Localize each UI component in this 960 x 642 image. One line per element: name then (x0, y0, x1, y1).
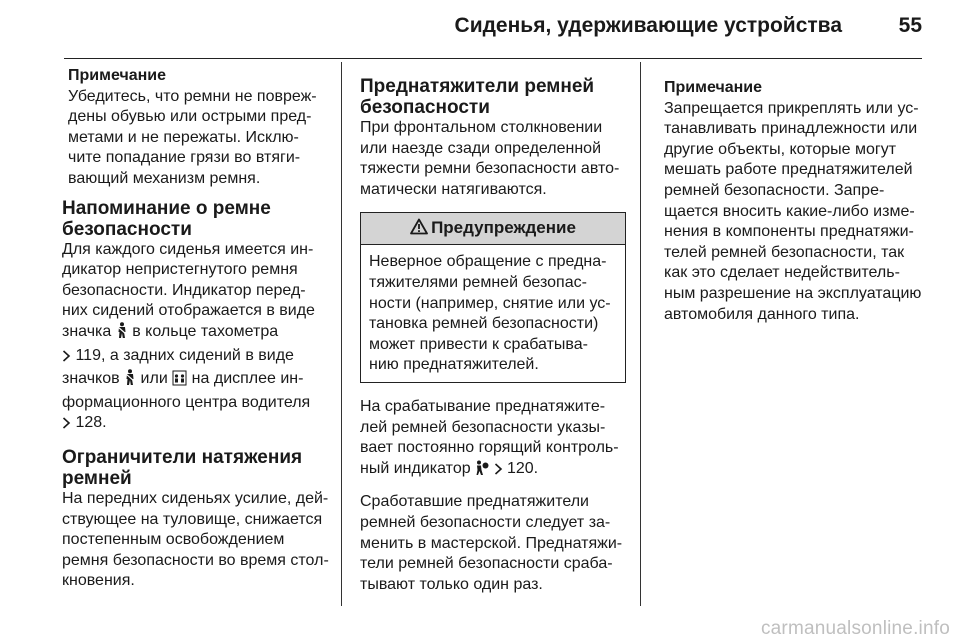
text-line (62, 322, 330, 346)
reminder-text (62, 240, 330, 437)
text-line: ности (например, снятие или ус- (369, 294, 611, 312)
seatbelt-reminder-icon (116, 322, 128, 346)
limiter-text (62, 489, 330, 592)
text-line: дикатор непристегнутого ремня (62, 261, 298, 279)
note-block (62, 66, 330, 190)
note-line: танавливать принадлежности или (664, 120, 918, 138)
rear-seats-icon (172, 370, 187, 393)
text-line: лей ремней безопасности указы- (360, 418, 606, 436)
note-line: метами и не пережаты. Исклю- (68, 128, 299, 146)
note-line: как это сделает недействитель- (664, 264, 900, 282)
note-line: телей ремней безопасности, так (664, 243, 905, 261)
note-line: другие объекты, которые могут (664, 140, 897, 158)
warning-title: Предупреждение (431, 218, 576, 238)
reference-arrow-icon (62, 416, 71, 437)
warning-box (360, 212, 626, 383)
text-line (62, 413, 330, 437)
text-line: ремня безопасности во время стол- (62, 551, 329, 569)
text-line: На срабатывание преднатяжите- (360, 397, 606, 415)
text-line: кновения. (62, 572, 135, 590)
note-line: Убедитесь, что ремни не повреж- (68, 87, 317, 105)
column-divider-1 (341, 62, 342, 606)
column-divider-2 (640, 62, 641, 606)
text-line: формационного центра водителя (62, 393, 311, 411)
pretensioner-heading (360, 76, 626, 118)
text-line: тановка ремней безопасности) (369, 315, 599, 333)
note-block (664, 78, 930, 325)
note-line: Запрещается прикреплять или ус- (664, 99, 919, 117)
text-fragment: в кольце тахометра (132, 322, 279, 340)
text-line: тяжести ремни безопасности авто- (360, 160, 620, 178)
page-number: 55 (898, 14, 922, 37)
text-fragment: 119, а задних сидений в виде (75, 346, 294, 364)
header-title: Сиденья, удерживающие устройства (454, 14, 842, 37)
text-fragment: ный индикатор (360, 459, 471, 477)
text-line: тывают только один раз. (360, 575, 543, 593)
text-line: тели ремней безопасности сраба- (360, 555, 613, 573)
heading-line: Преднатяжители ремней (360, 76, 595, 97)
text-line: может привести к срабатыва- (369, 335, 588, 353)
heading-line: безопасности (360, 97, 490, 118)
note-line: ремней безопасности. Запре- (664, 181, 885, 199)
text-line: них сидений отображается в виде (62, 302, 315, 320)
text-fragment: на дисплее ин- (191, 370, 304, 388)
column-2 (360, 66, 626, 595)
heading-line: ремней (62, 467, 132, 489)
text-line: Неверное обращение с предна- (369, 253, 607, 271)
text-fragment: значка (62, 322, 112, 340)
warning-body (361, 245, 625, 382)
column-3 (664, 66, 930, 333)
limiter-heading (62, 447, 330, 489)
text-line: нию преднатяжителей. (369, 356, 539, 374)
reminder-heading (62, 198, 330, 240)
warning-header (361, 213, 625, 245)
note-line: автомобиля данного типа. (664, 305, 860, 323)
heading-line: Ограничители натяжения (62, 446, 303, 468)
page-header (0, 0, 960, 60)
note-line: вающий механизм ремня. (68, 169, 261, 187)
text-line: вает постоянно горящий контроль- (360, 439, 619, 457)
seatbelt-reminder-icon (124, 369, 136, 393)
text-line (62, 346, 330, 370)
text-line: При фронтальном столкновении (360, 119, 603, 136)
text-line: На передних сиденьях усилие, дей- (62, 489, 329, 507)
replacement-text (360, 492, 626, 595)
heading-line: безопасности (62, 218, 192, 240)
header-rule (64, 58, 922, 59)
text-fragment: 128. (75, 414, 107, 432)
text-line: Сработавшие преднатяжители (360, 493, 589, 511)
text-line: ствующее на туловище, снижается (62, 510, 323, 528)
note-title: Примечание (664, 79, 763, 96)
text-fragment: значков (62, 370, 120, 388)
note-line: дены обувью или острыми пред- (68, 108, 312, 126)
reference-arrow-icon (494, 462, 503, 483)
text-line: ремней безопасности следует за- (360, 513, 611, 531)
note-line: ным разрешение на эксплуатацию (664, 284, 922, 302)
note-line: мешать работе преднатяжителей (664, 161, 913, 179)
watermark: carmanualsonline.info (760, 618, 950, 639)
text-line: матически натягиваются. (360, 180, 547, 198)
heading-line: Напоминание о ремне (62, 197, 271, 219)
text-fragment: 120. (506, 459, 539, 477)
note-line: чите попадание грязи во втяги- (68, 149, 301, 167)
text-line: постепенным освобождением (62, 531, 285, 549)
text-line: Для каждого сиденья имеется ин- (62, 240, 314, 258)
text-line: тяжителями ремней безопас- (369, 273, 587, 291)
warning-triangle-icon (410, 218, 428, 240)
text-line (62, 369, 330, 393)
airbag-pretensioner-icon (475, 460, 489, 483)
pretensioner-intro (360, 118, 626, 200)
text-line: безопасности. Индикатор перед- (62, 281, 306, 299)
column-1 (62, 66, 330, 592)
reference-arrow-icon (62, 349, 71, 370)
note-title: Примечание (68, 67, 167, 84)
text-line: или наезде сзади определенной (360, 139, 602, 157)
note-line: нения в компоненты преднатяжи- (664, 223, 914, 241)
indicator-text (360, 397, 626, 482)
text-line: менить в мастерской. Преднатяжи- (360, 534, 623, 552)
text-fragment: или (140, 370, 168, 388)
text-line (360, 459, 626, 483)
note-line: щается вносить какие-либо изме- (664, 202, 915, 220)
